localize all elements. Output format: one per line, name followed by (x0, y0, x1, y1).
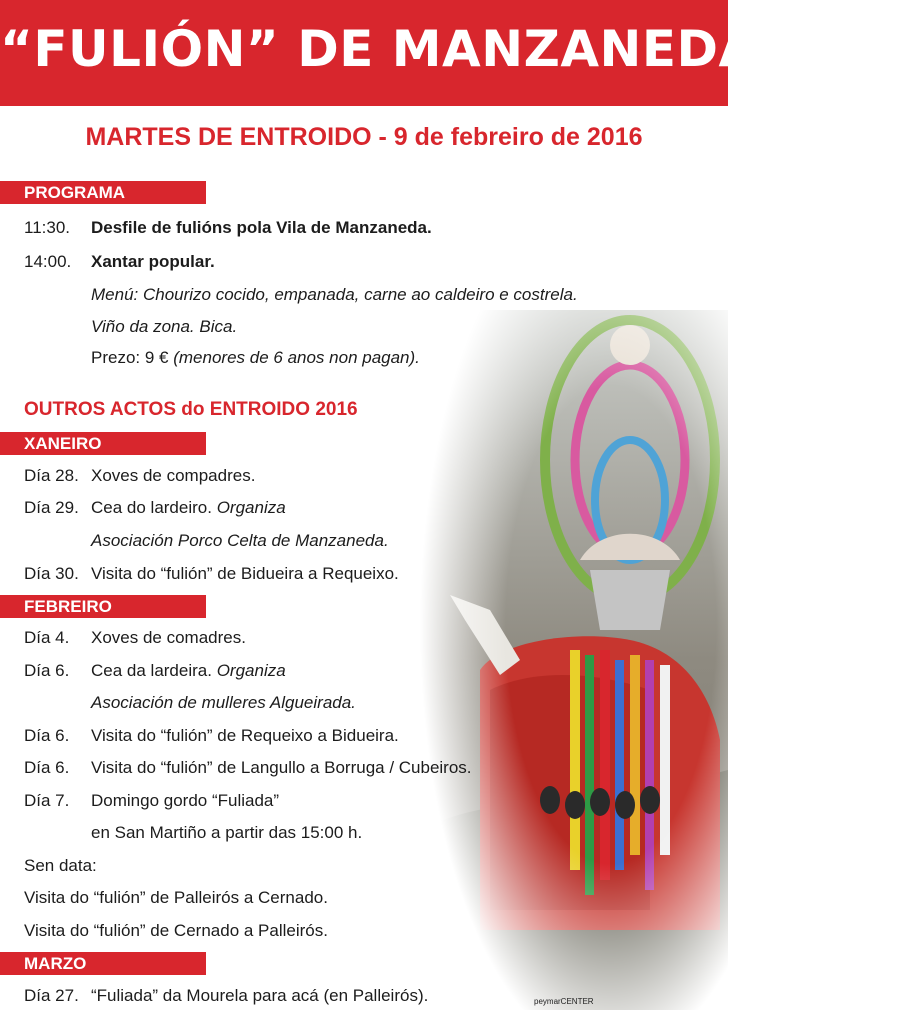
xaneiro-day-28: Día 28. (24, 466, 79, 485)
section-xaneiro-heading: XANEIRO (0, 432, 206, 455)
febreiro-comadres: Xoves de comadres. (91, 628, 246, 647)
febreiro-cea-lardeira-text: Cea da lardeira. (91, 661, 212, 680)
programa-time-1400: 14:00. (24, 252, 72, 271)
febreiro-day-7: Día 7. (24, 791, 70, 810)
febreiro-visita-requeixo: Visita do “fulión” de Requeixo a Bidueira. (91, 726, 399, 745)
section-marzo-heading: MARZO (0, 952, 206, 975)
programa-price-label: Prezo: 9 € (91, 348, 169, 367)
febreiro-visita-cernado: Visita do “fulión” de Cernado a Palleirós. (24, 921, 328, 940)
xaneiro-cea-lardeiro (91, 497, 286, 519)
febreiro-sen-data: Sen data: (24, 856, 97, 875)
xaneiro-day-29: Día 29. (24, 498, 79, 517)
marzo-day-27: Día 27. (24, 986, 79, 1005)
fulion-costume-photo (420, 310, 728, 1010)
xaneiro-visita-bidueira: Visita do “fulión” de Bidueira a Requeixo. (91, 564, 399, 583)
poster-title: “FULIÓN” DE MANZANEDA 2016 (0, 20, 917, 78)
designer-credit: peymarCENTER (534, 997, 594, 1006)
section-programa-heading: PROGRAMA (0, 181, 206, 204)
febreiro-visita-palleiros: Visita do “fulión” de Palleirós a Cernado. (24, 888, 328, 907)
programa-xantar: Xantar popular. (91, 252, 215, 271)
febreiro-cea-lardeira (91, 660, 286, 682)
marzo-fuliada: “Fuliada” da Mourela para acá (en Palleirós). (91, 986, 429, 1005)
febreiro-day-6b: Día 6. (24, 726, 70, 745)
febreiro-san-martino: en San Martiño a partir das 15:00 h. (91, 823, 363, 842)
programa-desfile: Desfile de fulións pola Vila de Manzaneda. (91, 218, 432, 237)
programa-wine: Viño da zona. Bica. (91, 317, 238, 336)
outros-actos-heading: OUTROS ACTOS do ENTROIDO 2016 (24, 399, 358, 420)
febreiro-day-6a: Día 6. (24, 661, 70, 680)
febreiro-visita-langullo: Visita do “fulión” de Langullo a Borruga / Cubeiros. (91, 758, 472, 777)
xaneiro-day-30: Día 30. (24, 564, 79, 583)
febreiro-day-4: Día 4. (24, 628, 70, 647)
febreiro-algueirada: Asociación de mulleres Algueirada. (91, 693, 356, 712)
febreiro-organiza: Organiza (216, 661, 286, 680)
xaneiro-porco-celta: Asociación Porco Celta de Manzaneda. (91, 531, 389, 550)
programa-price-note: (menores de 6 anos non pagan). (173, 348, 420, 367)
event-date-subtitle: MARTES DE ENTROIDO - 9 de febreiro de 2016 (85, 123, 643, 151)
programa-price (91, 347, 420, 369)
section-febreiro-heading: FEBREIRO (0, 595, 206, 618)
xaneiro-organiza: Organiza (216, 498, 286, 517)
xaneiro-compadres: Xoves de compadres. (91, 466, 256, 485)
xaneiro-cea-lardeiro-text: Cea do lardeiro. (91, 498, 212, 517)
programa-menu: Menú: Chourizo cocido, empanada, carne ao caldeiro e costrela. (91, 285, 578, 304)
febreiro-day-6c: Día 6. (24, 758, 70, 777)
programa-time-1130: 11:30. (24, 218, 71, 237)
febreiro-domingo-gordo: Domingo gordo “Fuliada” (91, 791, 280, 810)
